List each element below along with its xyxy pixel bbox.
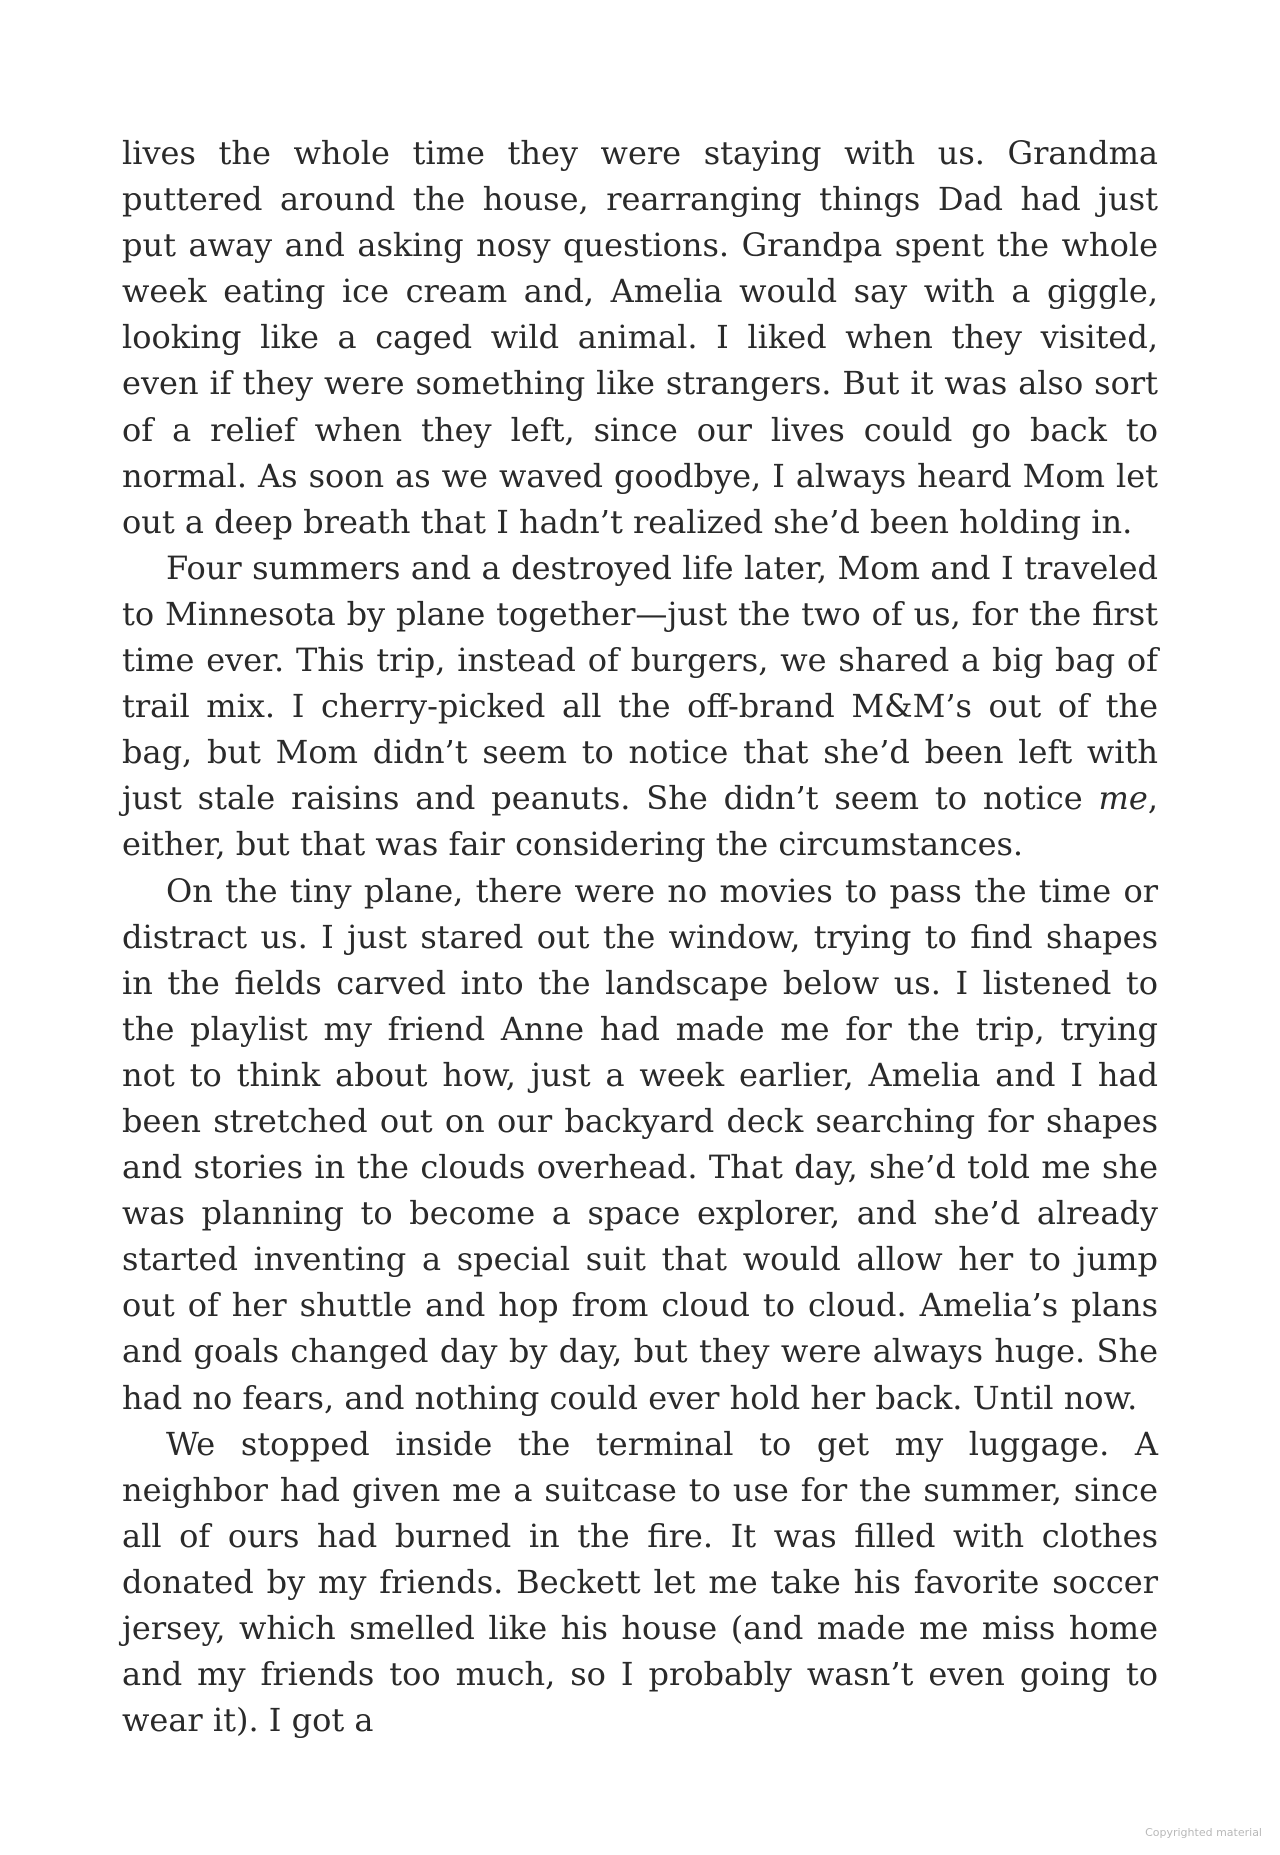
paragraph-2	[122, 545, 1158, 868]
paragraph-3	[122, 868, 1158, 1421]
paragraph-4-text: We stopped inside the terminal to get my luggage. A neighbor had given me a suitcase to use for the summer, since all of ours had burned in the fire. It was filled with clothes donated by my friends. Beckett let me take his favorite soccer jersey, which smelled like his house (and made me miss home and my friends too much, so I probably wasn’t even going to wear it). I got a	[122, 1424, 1158, 1740]
paragraph-2-emphasis: me	[1098, 779, 1148, 818]
paragraph-2-text-a: Four summers and a destroyed life later, Mom and I traveled to Minnesota by plane together—just the two of us, for the first time ever. This trip, instead of burgers, we shared a big bag of trail mix. I cherry-picked all the off-brand M&M’s out of the bag, but Mom didn’t seem to notice that she’d been left with just stale raisins and peanuts. She didn’t seem to notice	[122, 548, 1158, 818]
paragraph-4	[122, 1421, 1158, 1744]
paragraph-2-text-b: , either, but that was fair considering the circumstances.	[122, 779, 1158, 864]
paragraph-1-text: lives the whole time they were staying with us. Grandma puttered around the house, rearranging things Dad had just put away and asking nosy questions. Grandpa spent the whole week eating ice cream and, Amelia would say with a giggle, looking like a caged wild animal. I liked when they visited, even if they were something like strangers. But it was also sort of a relief when they left, since our lives could go back to normal. As soon as we waved goodbye, I always heard Mom let out a deep breath that I hadn’t realized she’d been holding in.	[122, 134, 1158, 541]
copyright-watermark: Copyrighted material	[1145, 1826, 1262, 1839]
paragraph-3-text: On the tiny plane, there were no movies to pass the time or distract us. I just stared out the window, trying to find shapes in the fields carved into the landscape below us. I listened to the playlist my friend Anne had made me for the trip, trying not to think about how, just a week earlier, Amelia and I had been stretched out on our backyard deck searching for shapes and stories in the clouds overhead. That day, she’d told me she was planning to become a space explorer, and she’d already started inventing a special suit that would allow her to jump out of her shuttle and hop from cloud to cloud. Amelia’s plans and goals changed day by day, but they were always huge. She had no fears, and nothing could ever hold her back. Until now.	[122, 871, 1158, 1417]
paragraph-1	[122, 130, 1158, 545]
body-text	[122, 130, 1158, 1743]
